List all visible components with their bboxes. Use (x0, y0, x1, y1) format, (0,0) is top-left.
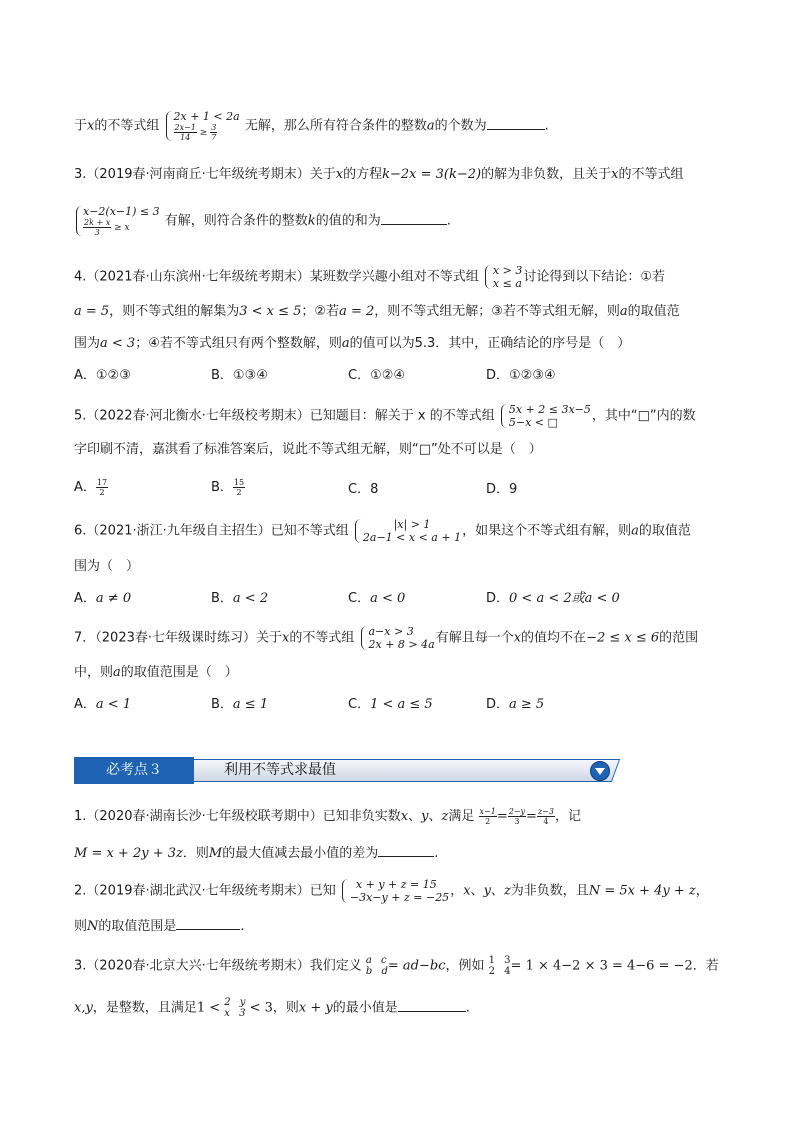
answer-blank[interactable] (487, 117, 545, 130)
equation-system: x + y + z = 15 −3x−y + z = −25 (341, 878, 449, 904)
q3-line2: x−2(x−1) ≤ 3 $\frac{2k + x}{3}$ ≥ x 有解，则符合条件的整数k的值的和为 . (74, 205, 451, 237)
q4-option-b[interactable]: B．①③④ (211, 368, 268, 383)
q7-option-c[interactable]: C．1 < a ≤ 5 (348, 697, 433, 712)
answer-blank[interactable] (398, 999, 466, 1012)
banner-label: 必考点３ (74, 757, 194, 784)
inequality-system: a−x > 3 2x + 8 > 4a (360, 625, 435, 651)
chevron-down-icon[interactable] (590, 761, 610, 781)
q4-line3: 围为a < 3；④若不等式组只有两个整数解，则a的值可以为5.3．其中，正确结论的序号是（ ） (74, 336, 631, 351)
q5-option-a[interactable]: A． $\frac{17}{2}$ (74, 478, 108, 497)
s3-q1-line1: 1.（2020春·湖南长沙·七年级校联考期中）已知非负实数x、y、z满足 $\frac{x-1}{2}$ = $\frac{2-y}{3}$ = $\frac{z-3}{4}$ ，记 (74, 807, 581, 826)
answer-blank[interactable] (381, 212, 447, 225)
q7-line2: 中，则a的取值范围是（ ） (74, 665, 238, 680)
q7-line1: 7．（2023春·七年级课时练习）关于x的不等式组 a−x > 3 2x + 8 > 4a 有解且每一个x的值均不在−2 ≤ x ≤ 6的范围 (74, 625, 699, 651)
q5-option-d[interactable]: D．9 (486, 482, 518, 497)
q6-option-a[interactable]: A．a ≠ 0 (74, 591, 132, 606)
q2-continuation: 于x的不等式组 2x + 1 < 2a $\frac{2x-1}{14}$ ≥ $\frac{3}{7}$ 无解，那么所有符合条件的整数a的个数为 . (74, 110, 549, 142)
q4-line1: 4.（2021春·山东滨州·七年级统考期末）某班数学兴趣小组对不等式组 x > 3 x ≤ a 讨论得到以下结论：①若 (74, 264, 665, 290)
q6-option-b[interactable]: B．a < 2 (211, 591, 269, 606)
q4-option-c[interactable]: C．①②④ (348, 368, 406, 383)
section-banner (74, 757, 616, 784)
s3-q3-line1: 3.（2020春·北京大兴·七年级统考期末）我们定义 a c b d = ad−bc，例如 1 3 2 4 = 1 × 4−2 × 3 = 4−6 = −2．若 (74, 955, 719, 977)
inequality-system: 2x + 1 < 2a $\frac{2x-1}{14}$ ≥ $\frac{3}{7}$ (165, 110, 240, 142)
answer-blank[interactable] (176, 917, 240, 930)
determinant: a c b d (365, 955, 388, 977)
inequality-system: |x| > 1 2a−1 < x < a + 1 (354, 518, 461, 544)
q7-option-d[interactable]: D．a ≥ 5 (486, 697, 545, 712)
q5-line1: 5.（2022春·河北衡水·七年级校考期末）已知题目：解关于 x 的不等式组 5x + 2 ≤ 3x−5 5−x < □ ，其中“□”内的数 (74, 403, 696, 429)
q4-line2: a = 5，则不等式组的解集为3 < x ≤ 5；②若a = 2，则不等式组无解；③若不等式组无解，则a的取值范 (74, 304, 680, 319)
inequality-system: 5x + 2 ≤ 3x−5 5−x < □ (500, 403, 591, 429)
q5-line2: 字印刷不清，嘉淇看了标准答案后，说此不等式组无解，则“□”处不可以是（ ） (74, 442, 542, 457)
q4-option-a[interactable]: A．①②③ (74, 368, 131, 383)
s3-q2-line2: 则N的取值范围是 . (74, 919, 245, 934)
inequality-system: x−2(x−1) ≤ 3 $\frac{2k + x}{3}$ ≥ x (75, 205, 160, 237)
s3-q1-line2: M = x + 2y + 3z．则M的最大值减去最小值的差为 . (74, 846, 439, 861)
banner-title: 利用不等式求最值 (224, 762, 336, 778)
q5-option-c[interactable]: C．8 (348, 482, 379, 497)
determinant: 1 3 2 4 (488, 955, 511, 977)
q6-option-d[interactable]: D．0 < a < 2或a < 0 (486, 591, 620, 606)
q6-line1: 6.（2021·浙江·九年级自主招生）已知不等式组 |x| > 1 2a−1 < x < a + 1 ，如果这个不等式组有解，则a的取值范 (74, 518, 691, 544)
inequality-system: x > 3 x ≤ a (484, 264, 522, 290)
q6-option-c[interactable]: C．a < 0 (348, 591, 406, 606)
s3-q2-line1: 2.（2019春·湖北武汉·七年级统考期末）已知 x + y + z = 15 −3x−y + z = −25 ，x、y、z为非负数，且N = 5x + 4y + z， (74, 878, 709, 904)
q3-line1: 3.（2019春·河南商丘·七年级统考期末）关于x的方程k−2x = 3(k−2)的解为非负数，且关于x的不等式组 (74, 167, 684, 182)
answer-blank[interactable] (378, 844, 434, 857)
determinant: 2 y x 3 (224, 997, 246, 1019)
s3-q3-line2: x,y，是整数，且满足1 < 2 y x 3 < 3，则x + y的最小值是 . (74, 997, 470, 1019)
q7-option-a[interactable]: A．a < 1 (74, 697, 132, 712)
q7-option-b[interactable]: B．a ≤ 1 (211, 697, 269, 712)
q4-option-d[interactable]: D．①②③④ (486, 368, 556, 383)
q5-option-b[interactable]: B． $\frac{15}{2}$ (211, 478, 245, 497)
q6-line2: 围为（ ） (74, 559, 140, 574)
